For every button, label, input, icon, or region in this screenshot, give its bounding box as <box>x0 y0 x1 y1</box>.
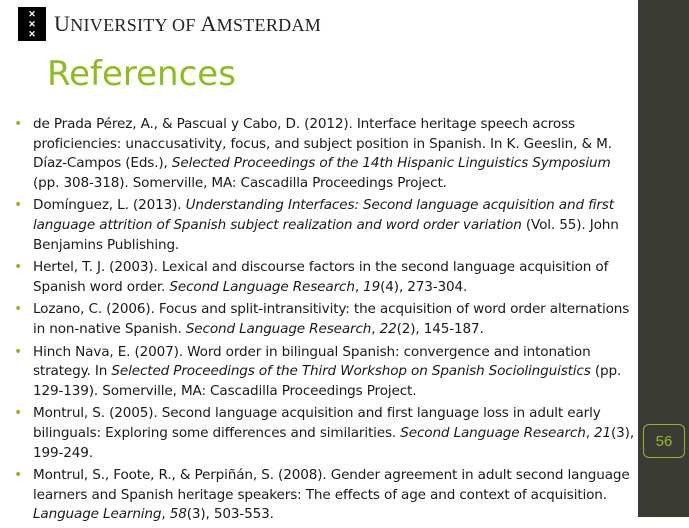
university-logo <box>18 7 46 41</box>
reference-item: • Lozano, C. (2006). Focus and split-intransitivity: the acquisition of word order alternations in non-native Spanish. Second Language Research, 22(2), 145-187. <box>14 300 634 339</box>
logo-x-mark: ✕ <box>28 18 36 29</box>
reference-item: • de Prada Pérez, A., & Pascual y Cabo, D. (2012). Interface heritage speech across proficiencies: unaccusativity, focus, and subject position in Spanish. In K. Geeslin, & M. Díaz-Campos (Eds.), Selected Proceedings of the 14th Hispanic Linguistics Symposium (pp. 308-318). Somerville, MA: Cascadilla Proceedings Project. <box>14 115 634 193</box>
reference-item: • Hertel, T. J. (2003). Lexical and discourse factors in the second language acquisition of Spanish word order. Second Language Research, 19(4), 273-304. <box>14 258 634 297</box>
slide-title: References <box>47 54 236 94</box>
reference-list <box>14 115 634 528</box>
page-number-badge: 56 <box>643 424 685 458</box>
header <box>18 6 321 42</box>
reference-item: • Hinch Nava, E. (2007). Word order in bilingual Spanish: convergence and intonation strategy. In Selected Proceedings of the Third Workshop on Spanish Sociolinguistics (pp. 129-139). Somerville, MA: Cascadilla Proceedings Project. <box>14 343 634 402</box>
logo-x-mark: ✕ <box>28 28 36 39</box>
university-name: UNIVERSITY OF AMSTERDAM <box>54 11 322 36</box>
reference-item: • Montrul, S., Foote, R., & Perpiñán, S. (2008). Gender agreement in adult second language learners and Spanish heritage speakers: The effects of age and context of acquisition. Language Learning, 58(3), 503-553. <box>14 466 634 525</box>
reference-item: • Montrul, S. (2005). Second language acquisition and first language loss in adult early bilinguals: Exploring some differences and similarities. Second Language Research, 21(3), 199-249. <box>14 404 634 463</box>
reference-item: • Domínguez, L. (2013). Understanding Interfaces: Second language acquisition and first language attrition of Spanish subject realization and word order variation (Vol. 55). John Benjamins Publishing. <box>14 196 634 255</box>
logo-x-mark: ✕ <box>28 8 36 19</box>
